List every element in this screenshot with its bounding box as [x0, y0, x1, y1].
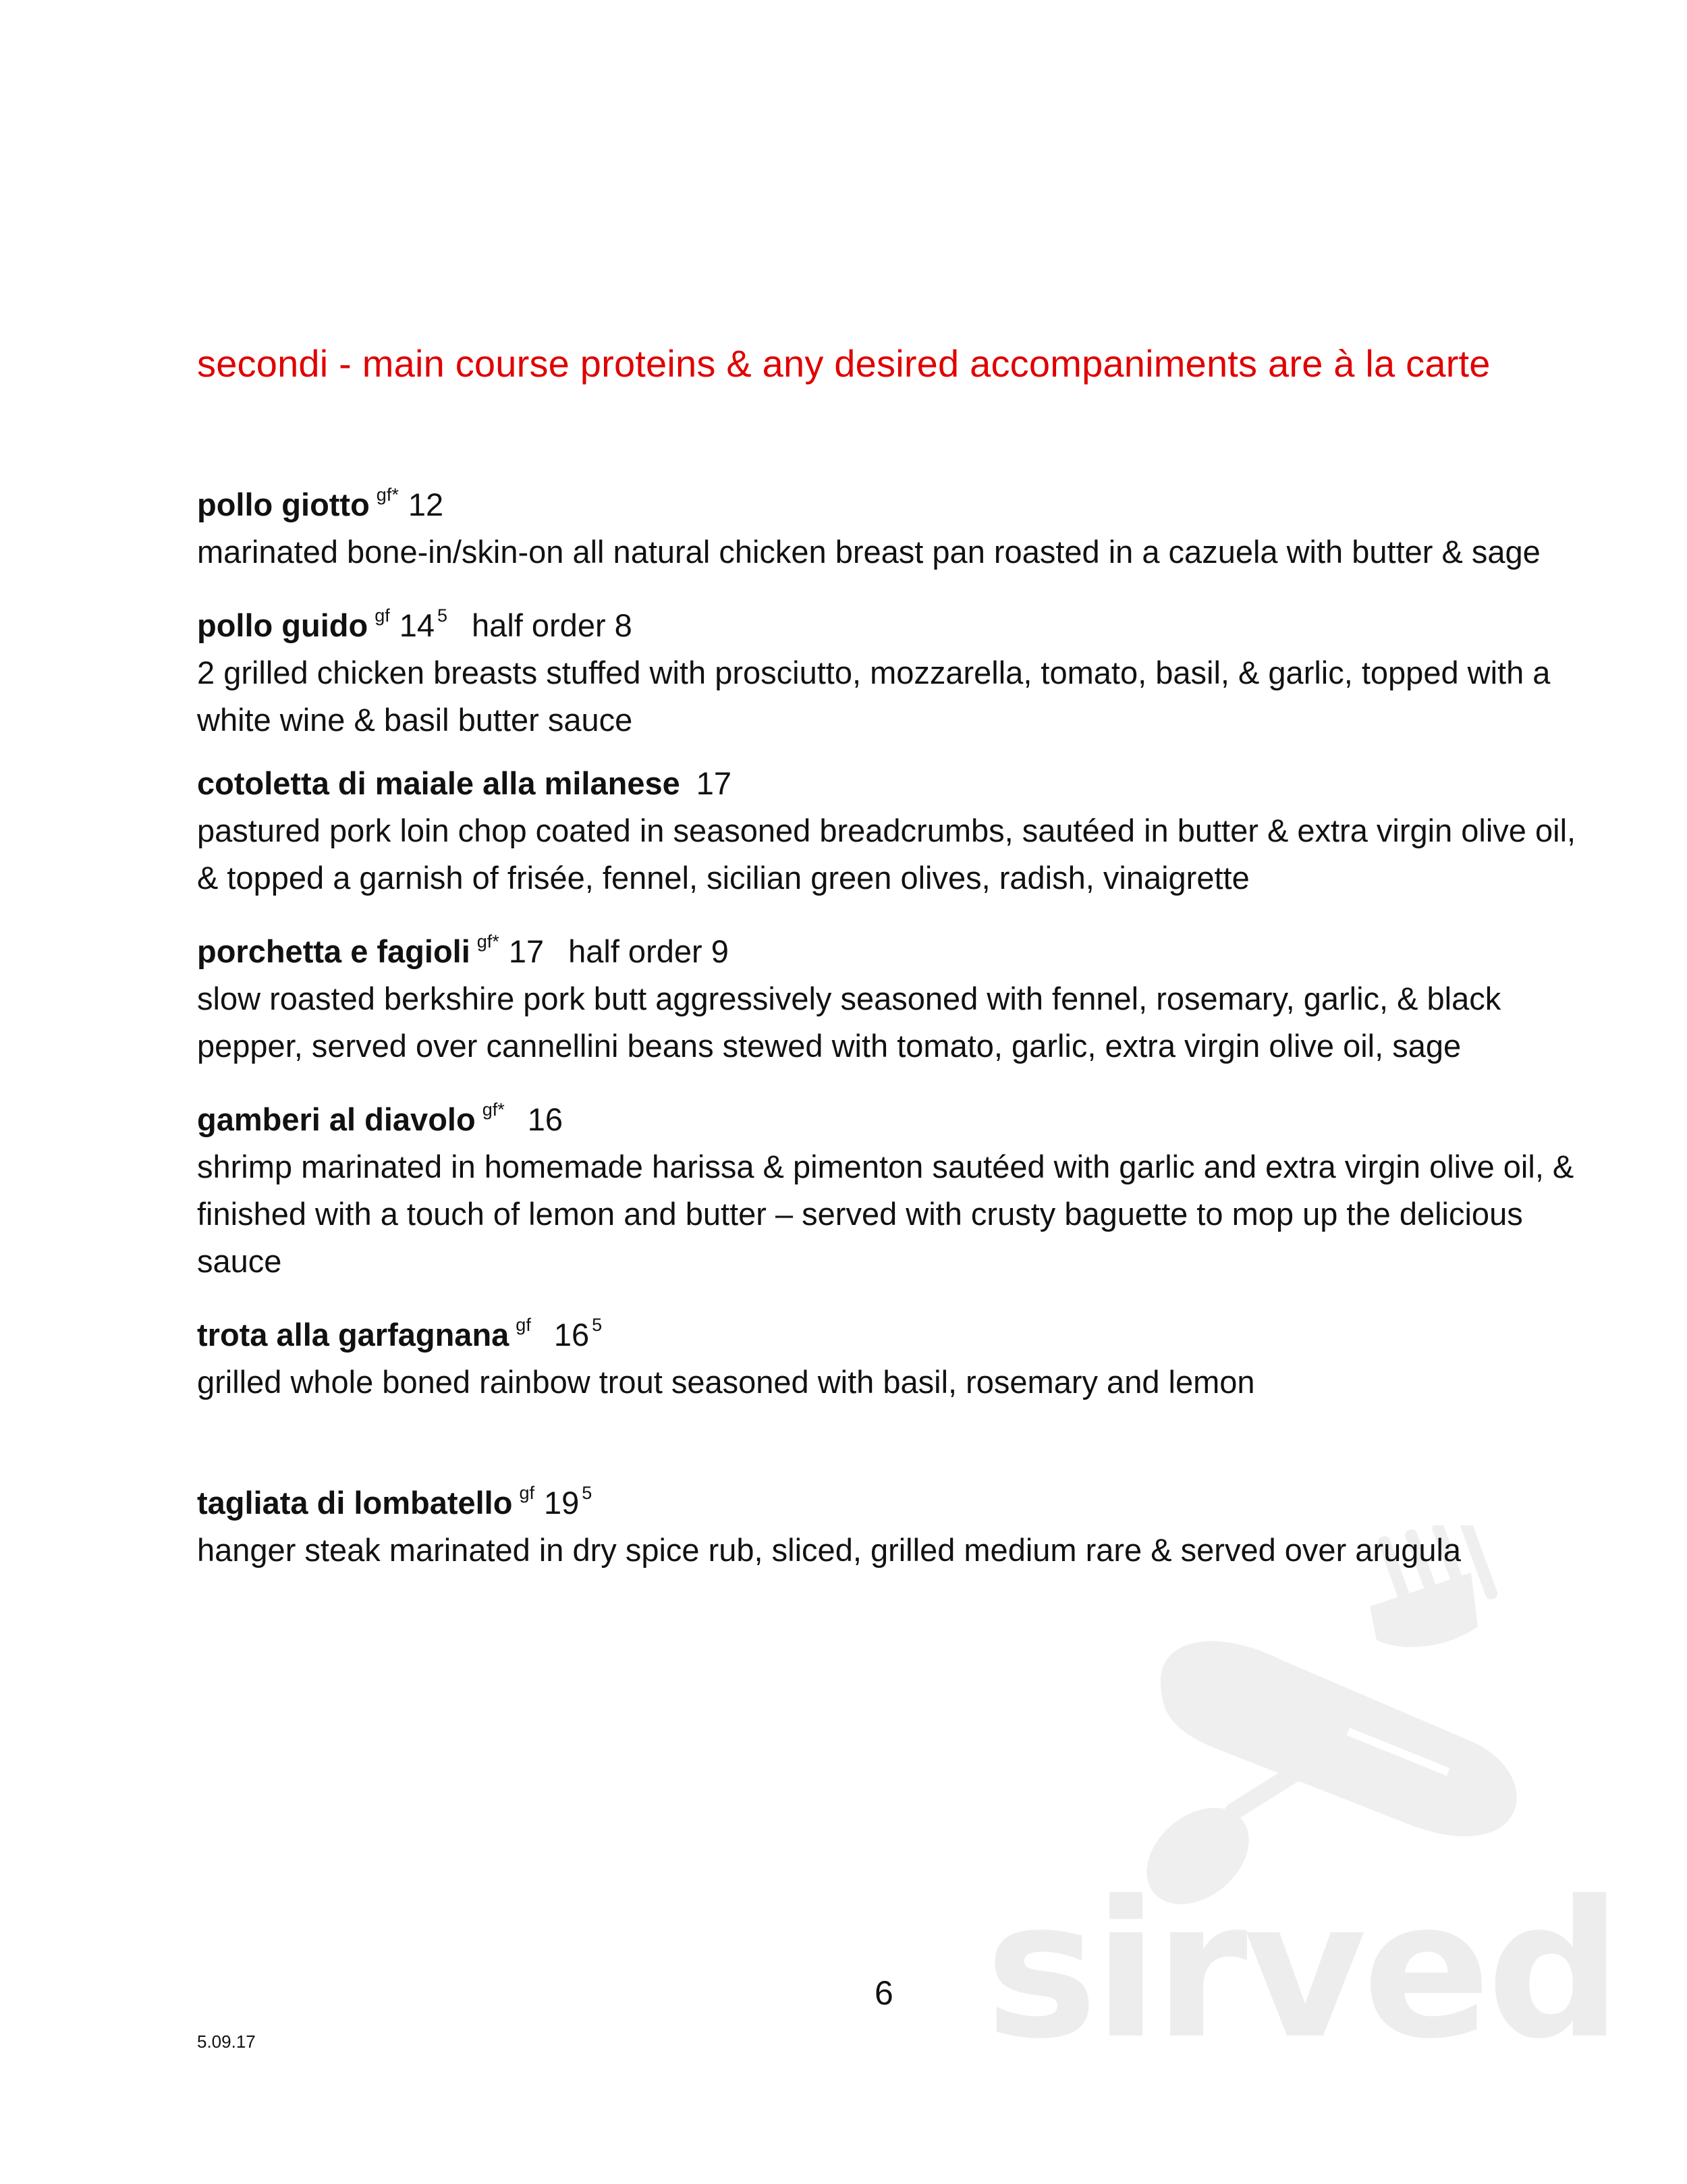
section-heading: secondi - main course proteins & any desired accompaniments are à la carte — [197, 342, 1491, 385]
dietary-tag: gf* — [476, 931, 499, 952]
revision-date: 5.09.17 — [197, 2031, 256, 2052]
menu-item-price: 17 — [696, 765, 732, 801]
fork-knife-spoon-icon — [1134, 1525, 1552, 1917]
menu-item-price-superscript: 5 — [437, 605, 448, 626]
menu-item-name: pollo giotto — [197, 487, 370, 522]
watermark-text: sirved — [985, 1861, 1618, 2081]
menu-item-description: slow roasted berkshire pork butt aggressively seasoned with fennel, rosemary, garlic, & black pepper, served over cannellini beans stewed with tomato, garlic, extra virgin olive oil, sage — [197, 981, 1501, 1064]
menu-item-price: 19 — [543, 1485, 580, 1521]
menu-item-description: pastured pork loin chop coated in seasoned breadcrumbs, sautéed in butter & extra virgin olive oil, & topped a garnish of frisée, fennel, sicilian green olives, radish, vinaigrette — [197, 813, 1576, 896]
half-order-price: half order 9 — [568, 933, 729, 969]
menu-item-description: grilled whole boned rainbow trout seasoned with basil, rosemary and lemon — [197, 1364, 1255, 1400]
dietary-tag: gf — [519, 1483, 534, 1503]
menu-item-name: gamberi al diavolo — [197, 1101, 476, 1137]
menu-item — [197, 918, 1601, 1070]
dietary-tag: gf* — [482, 1099, 505, 1120]
menu-item-price: 16 — [553, 1317, 590, 1353]
menu-item-price: 17 — [508, 933, 545, 969]
menu-item-description: shrimp marinated in homemade harissa & pimenton sautéed with garlic and extra virgin olive oil, & finished with a touch of lemon and butter – served with crusty baguette to mop up the delicious sauce — [197, 1149, 1574, 1279]
menu-item-price: 16 — [527, 1101, 563, 1137]
menu-item-list — [197, 471, 1601, 1574]
dietary-tag: gf* — [376, 485, 399, 505]
menu-item-description: hanger steak marinated in dry spice rub, sliced, grilled medium rare & served over arugula — [197, 1532, 1462, 1568]
menu-item-header — [197, 760, 1601, 807]
page-number: 6 — [875, 1974, 893, 2012]
menu-item-name: pollo guido — [197, 607, 368, 643]
menu-item-name: tagliata di lombatello — [197, 1485, 513, 1521]
menu-item — [197, 760, 1601, 902]
menu-item-description: 2 grilled chicken breasts stuffed with prosciutto, mozzarella, tomato, basil, & garlic, topped with a white wine & basil butter sauce — [197, 655, 1551, 738]
menu-item-price-superscript: 5 — [592, 1315, 603, 1335]
half-order-price: half order 8 — [472, 607, 632, 643]
menu-item-price: 14 — [399, 607, 435, 643]
menu-item-name: porchetta e fagioli — [197, 933, 470, 969]
menu-item-header — [197, 1469, 1601, 1527]
menu-item-name: trota alla garfagnana — [197, 1317, 509, 1353]
menu-item-header — [197, 471, 1601, 528]
menu-item-price: 12 — [408, 487, 444, 522]
menu-item-description: marinated bone-in/skin-on all natural chicken breast pan roasted in a cazuela with butter & sage — [197, 534, 1541, 570]
menu-item — [197, 592, 1601, 744]
menu-item — [197, 1301, 1601, 1406]
menu-item — [197, 471, 1601, 576]
menu-item-header — [197, 918, 1601, 975]
menu-item — [197, 1469, 1601, 1574]
dietary-tag: gf — [375, 605, 390, 626]
menu-item-price-superscript: 5 — [582, 1483, 592, 1503]
menu-item — [197, 1086, 1601, 1285]
menu-item-name: cotoletta di maiale alla milanese — [197, 765, 680, 801]
dietary-tag: gf — [516, 1315, 531, 1335]
menu-item-header — [197, 1086, 1601, 1143]
menu-item-header — [197, 1301, 1601, 1359]
menu-item-header — [197, 592, 1601, 649]
